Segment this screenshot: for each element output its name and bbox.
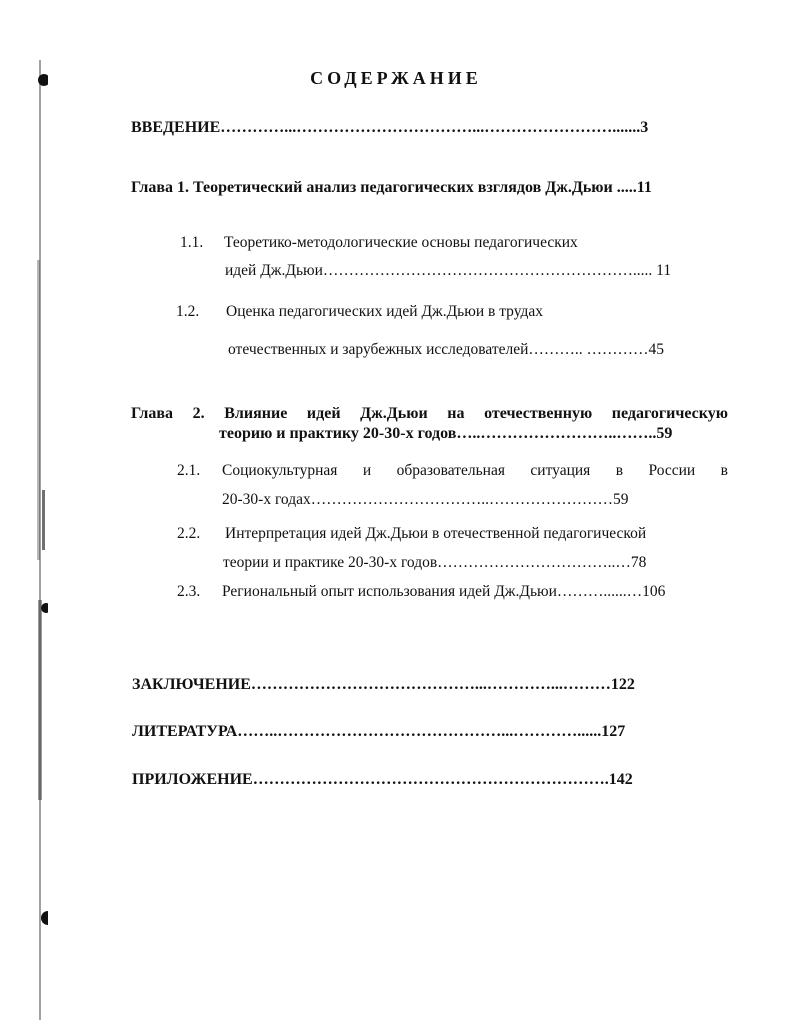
- toc-chapter-1: Глава 1. Теоретический анализ педагогических взглядов Дж.Дьюи .....11: [131, 179, 652, 196]
- toc-section-number: 2.3.: [177, 583, 201, 600]
- scan-binding-edge: [34, 60, 48, 1020]
- toc-section-1-1-line1: Теоретико-методологические основы педагогических: [224, 234, 578, 251]
- toc-section-number: 2.2.: [177, 525, 201, 542]
- toc-introduction-page: 3: [640, 119, 649, 136]
- toc-section-number: 1.2.: [176, 303, 200, 320]
- toc-section-2-1-line2: 20-30-х годах……………………………..……………………59: [222, 491, 629, 508]
- toc-conclusion: ЗАКЛЮЧЕНИЕ……………………………………...…………...………122: [132, 676, 635, 693]
- toc-introduction-dots: …………...……………………………...…………………….......: [220, 119, 641, 136]
- toc-section-2-2-line2: теории и практике 20-30-х годов……………………………..…78: [223, 554, 647, 571]
- toc-literature: ЛИТЕРАТУРА……..……………………………………...…………......127: [132, 723, 626, 740]
- toc-section-2-2-line1: Интерпретация идей Дж.Дьюи в отечественной педагогической: [225, 525, 647, 542]
- toc-section-1-2-line1: Оценка педагогических идей Дж.Дьюи в трудах: [226, 303, 543, 320]
- toc-introduction-label: ВВЕДЕНИЕ: [131, 119, 221, 136]
- toc-section-2-3-line1: Региональный опыт использования идей Дж.Дьюи………......…106: [222, 583, 666, 600]
- toc-introduction: [131, 119, 648, 137]
- toc-section-2-1-line1: Социокультурная и образовательная ситуация в России в: [222, 462, 728, 479]
- toc-chapter-2-line1: Глава 2. Влияние идей Дж.Дьюи на отечественную педагогическую: [131, 405, 728, 422]
- toc-chapter-2-line2: теорию и практику 20-30-х годов…..……………………..……..59: [219, 425, 673, 442]
- toc-section-number: 1.1.: [180, 234, 204, 251]
- toc-section-1-2-line2: отечественных и зарубежных исследователей……….. …………45: [228, 341, 665, 358]
- toc-section-1-1-line2: идей Дж.Дьюи……………………………………………………..... 11: [225, 262, 672, 279]
- toc-appendix: ПРИЛОЖЕНИЕ………………………………………………………….142: [132, 771, 633, 788]
- toc-section-number: 2.1.: [177, 462, 201, 479]
- page-title: СОДЕРЖАНИЕ: [310, 68, 482, 88]
